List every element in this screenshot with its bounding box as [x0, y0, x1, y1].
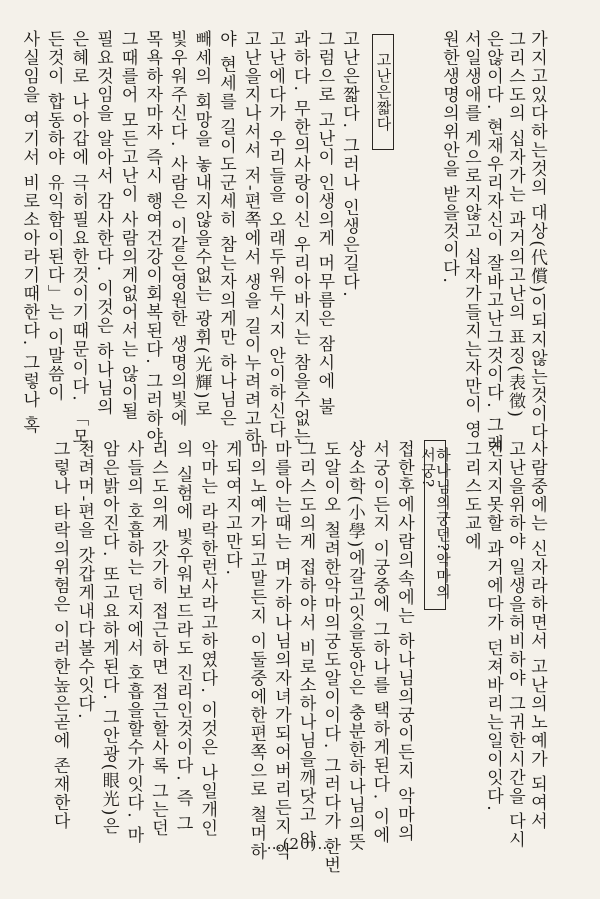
text-column: 마를아는때는 며가하나님의자녀가되어버리든지 악 — [271, 440, 291, 861]
text-column: 악마는 라락한런사라고하였다. 이것은 나일개인 — [197, 440, 218, 838]
text-column: 과하다. 무한의사랑이신 우리아바지는 참을수없는 — [289, 30, 310, 447]
text-column: 은않이다. 현재우리자신이 잘바고난그것이다. 그래 — [483, 30, 503, 454]
text-column: 게되여지고만다. — [221, 440, 242, 577]
text-column: 의 실험에 빛우워보드라도 진리인것이다. 즉 그 — [172, 440, 193, 833]
text-column: 빛우워주신다. 사람은 이같은영원한 생명의빛에 — [166, 30, 187, 428]
text-column: 은혜로 나아갑에 극히필요한것이기때문이다. 「모 — [68, 30, 89, 447]
text-column: 도알이오 철려한악마의궁도알이이다. 그러다가 한번 — [320, 440, 341, 875]
text-column: 사람중에는 신자라하면서 고난의노예가 되여서 — [527, 440, 547, 831]
text-column: 서일생애를 게으로지않고 십자가들지는자만이 영 — [461, 30, 481, 440]
text-column: 그리스도의 십자가는 과거의고난의 표징(表徵) — [505, 30, 525, 419]
text-column: 그럼으로 고난이 인생의게 머무름은 잠시에 불 — [314, 30, 335, 417]
section-title-top: 고난은짧다 — [372, 34, 394, 150]
text-column: 사들의 호흡하는 던지에서 호흡을할수가잇다. 마 — [123, 440, 144, 845]
text-column: 상소학(小學)에갈고잇을동안은 충분한하나님의뜻 — [344, 440, 365, 852]
text-column: 빼세의 회망을 놓내지않을수없는 광휘(光輝)로 — [191, 30, 212, 419]
page-number: …(20)… — [266, 835, 334, 853]
text-column: 사실임을 여기서 비로소아라기때한다. 그렇나 혹 — [19, 30, 40, 435]
text-column: 그때를어 모든고난이 사람의게없어서는 않이될 — [117, 30, 138, 421]
text-column: 고난을위하야 일생을허비하야 그귀한시간을 다시 — [505, 440, 525, 850]
text-column: 접한후에사람의속에는 하나님의궁이든지 악마의 — [394, 440, 414, 843]
text-column: 그리스도교에 — [461, 440, 481, 551]
text-column: 원한생명의위안을 받을것이다. — [439, 30, 459, 285]
text-column: 천려머-편을 갓갑게내다볼수잇다. — [74, 440, 95, 721]
text-column: 필요것임을 알아서 감사한다. 이것은 하나님의 — [93, 30, 113, 417]
text-column: 암은밝아진다. 또고요하게된다. 그안광(眼光)은 — [98, 440, 119, 836]
text-column: 목욕하자마자 즉시 행여건강이회복된다. 그러하야 — [142, 30, 163, 447]
text-column: 리스도의게 갓가히 접근하면 접근할사록 그는던 — [148, 440, 168, 838]
text-column: 건지지못할 과거에다가 던져바리는일이잇다. — [483, 440, 503, 813]
text-column: 서궁이든지 이궁중에 그하나를 택하게된다. 이에 — [369, 440, 390, 845]
text-column: 그리스도의게 접하야서 비로소하나님을깨닷고 악 — [295, 440, 316, 850]
text-column: 고난은짧다. 그러나 인생은길다. — [339, 30, 359, 299]
text-column: 고난을지나서서 저-편쪽에서 생을 길이누려려고하 — [240, 30, 261, 447]
section-title-bottom: 하나님의궁던?악마의서궁? — [424, 440, 446, 610]
text-column: 가지고있다하는것의 대상(代償)이되지않는것이다 — [527, 30, 547, 442]
text-column: 마의노예가되고말든지 이둘중에한편쪽으로 철머하 — [246, 440, 267, 861]
text-column: 그렇나 타락의위험은 이러한높은곧에 존재한다 — [49, 440, 70, 831]
text-column: 고난에다가 우리들을 오래두워두시지 안이하신다 — [265, 30, 286, 440]
text-column: 든것이 합동하야 유익함이된다」는 이말씀이 — [43, 30, 64, 403]
text-column: 야 현세를 길이도군세히 참는자의게만 하나님은 — [216, 30, 236, 428]
